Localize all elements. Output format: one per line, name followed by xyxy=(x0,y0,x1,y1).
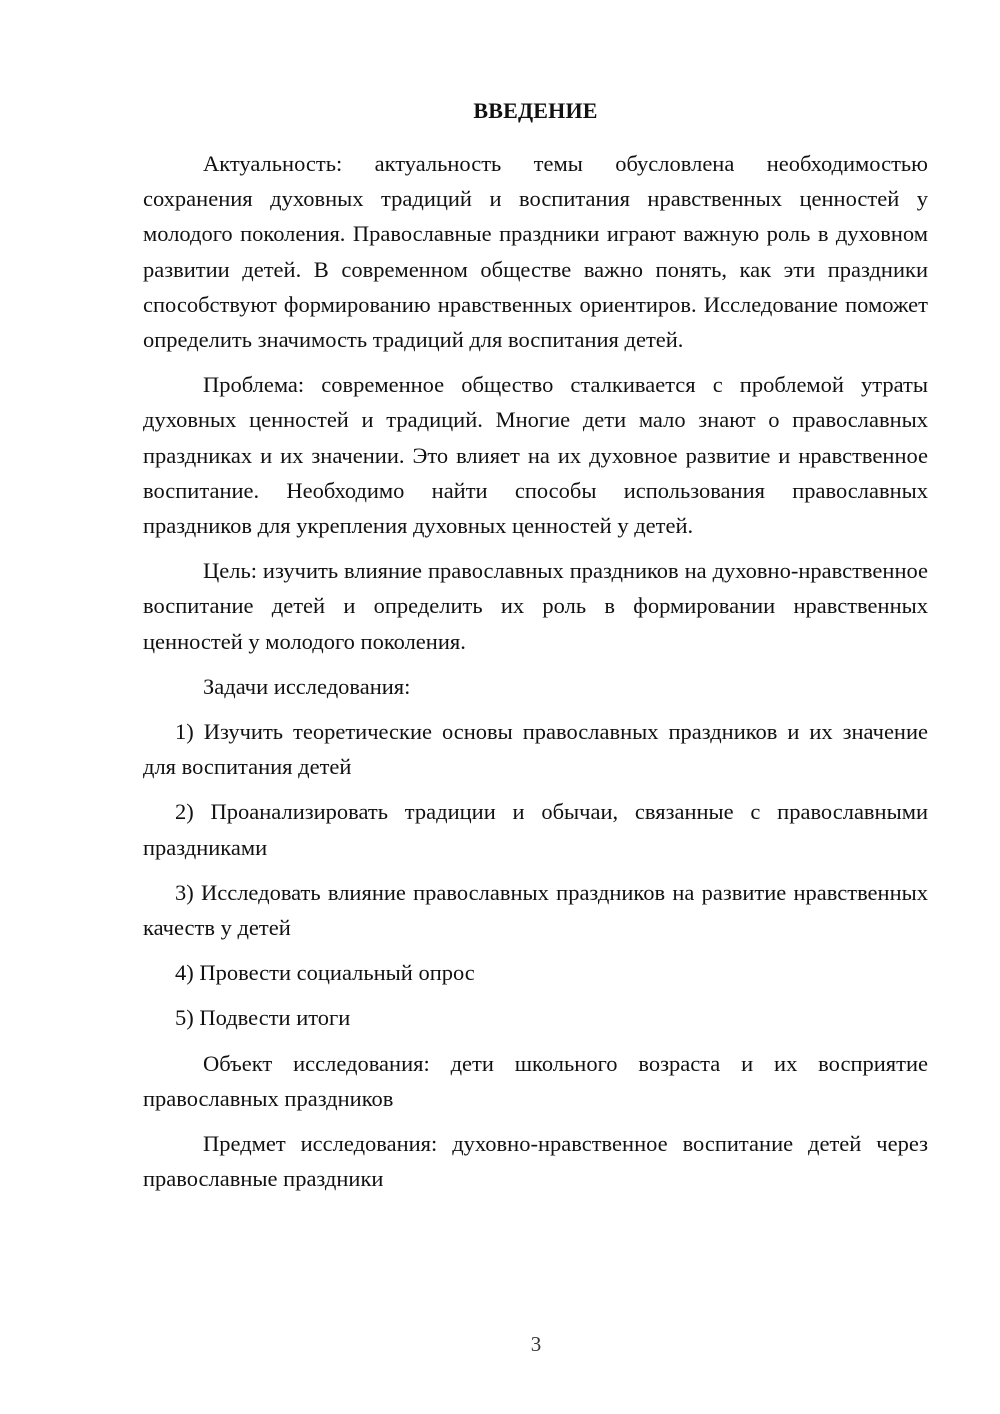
section-title: ВВЕДЕНИЕ xyxy=(473,98,598,123)
subject-paragraph: Предмет исследования: духовно-нравственное воспитание детей через православные праздники xyxy=(143,1131,928,1192)
task-item-4: 4) Провести социальный опрос xyxy=(175,960,475,986)
page-number: 3 xyxy=(530,1332,542,1356)
problem-paragraph: Проблема: современное общество сталкивается с проблемой утраты духовных ценностей и традиций. Многие дети мало знают о православных праздниках и их значении. Это влияет на их духовное развитие и нравственное воспитание. Необходимо найти способы использования православных праздников для укрепления духовных ценностей у детей. xyxy=(143,372,928,539)
task-item-5: 5) Подвести итоги xyxy=(175,1005,351,1031)
tasks-heading: Задачи исследования: xyxy=(203,673,411,699)
relevance-paragraph: Актуальность: актуальность темы обусловлена необходимостью сохранения духовных традиций и воспитания нравственных ценностей у молодого поколения. Православные праздники играют важную роль в духовном развитии детей. В современном обществе важно понять, как эти праздники способствуют формированию нравственных ориентиров. Исследование поможет определить значимость традиций для воспитания детей. xyxy=(143,151,928,353)
goal-paragraph: Цель: изучить влияние православных праздников на духовно-нравственное воспитание детей и определить их роль в формировании нравственных ценностей у молодого поколения. xyxy=(143,558,928,654)
task-item-1: 1) Изучить теоретические основы православных праздников и их значение для воспитания детей xyxy=(143,719,928,780)
task-item-3: 3) Исследовать влияние православных праздников на развитие нравственных качеств у детей xyxy=(143,879,928,941)
object-paragraph: Объект исследования: дети школьного возраста и их восприятие православных праздников xyxy=(143,1050,928,1111)
task-item-2: 2) Проанализировать традиции и обычаи, связанные с православными праздниками xyxy=(143,799,928,860)
document-body xyxy=(143,93,928,1206)
